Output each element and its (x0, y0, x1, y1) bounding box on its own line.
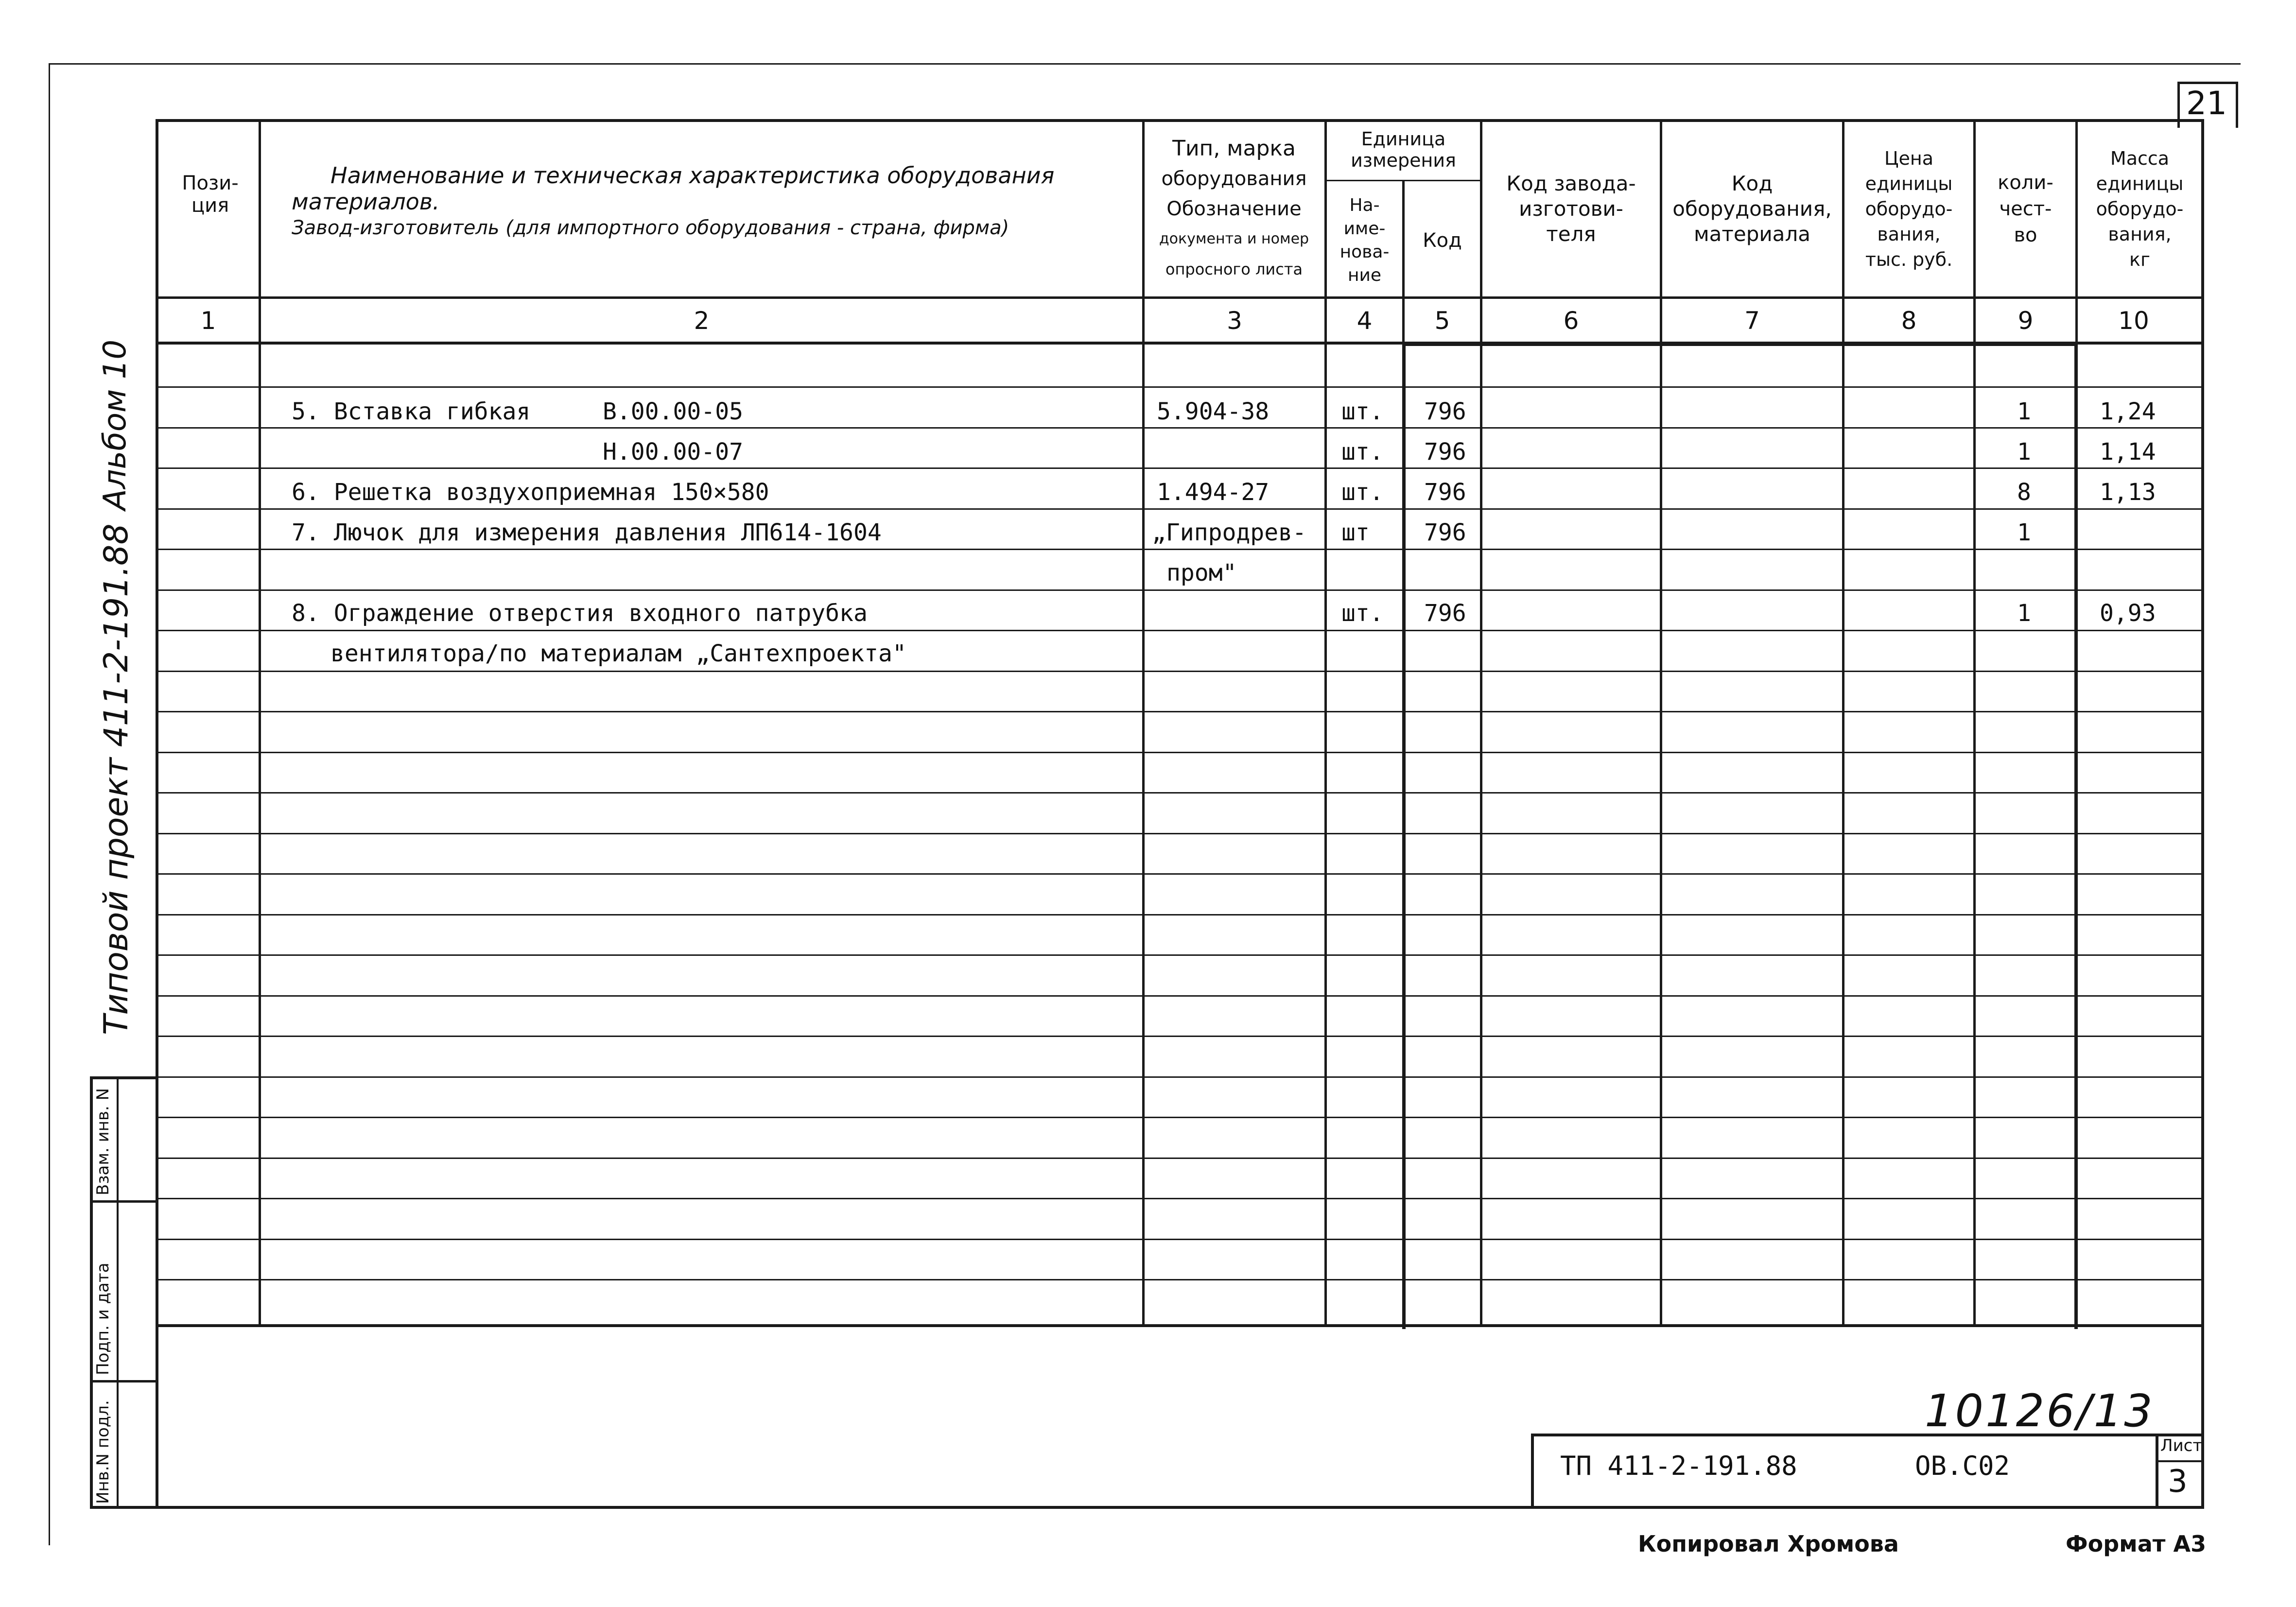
row2-unit: шт. (1341, 438, 1384, 466)
col-line-1 (259, 119, 261, 1324)
row-line (156, 1198, 2204, 1199)
row-line (156, 427, 2204, 429)
side-stamp-sep-1 (90, 1200, 158, 1203)
col-num-7: 7 (1744, 307, 1760, 335)
row-line (156, 1117, 2204, 1118)
header-quantity: коли- чест- во (1998, 172, 2053, 246)
stamp-field-sign: Подп. и дата (93, 1262, 113, 1375)
col-num-9: 9 (2018, 307, 2034, 335)
row3-name: 6. Решетка воздухоприемная 150×580 (292, 479, 769, 506)
row-line (156, 1036, 2204, 1037)
row6-qty: 1 (2017, 600, 2031, 627)
header-equipment-code: Код оборудования, материала (1672, 172, 1832, 246)
col-num-5: 5 (1434, 307, 1450, 335)
row1-type: 5.904-38 (1157, 398, 1270, 425)
row3-code: 796 (1424, 479, 1466, 506)
header-name: Наименование и техническая характеристика оборудования материалов. Завод-изготовитель (для импортного оборудования - страна, фирма) (292, 162, 1055, 239)
col-num-4: 4 (1357, 307, 1373, 335)
footer-copied: Копировал Хромова (1638, 1531, 1899, 1557)
row2-code: 796 (1424, 438, 1466, 466)
row3-qty: 8 (2017, 479, 2031, 506)
row5-type: пром" (1166, 559, 1237, 587)
row-line (156, 995, 2204, 997)
project-label: Типовой проект 411-2-191.88 (97, 523, 136, 1035)
header-bottom-line (156, 296, 2204, 299)
col-num-10: 10 (2118, 307, 2149, 335)
row6-unit: шт. (1341, 600, 1384, 627)
corner-number: 21 (2186, 85, 2227, 122)
row2-qty: 1 (2017, 438, 2031, 466)
col-num-6: 6 (1563, 307, 1579, 335)
row-line (156, 630, 2204, 631)
row3-mass: 1,13 (2100, 479, 2156, 506)
handwritten-number: 10126/13 (1925, 1385, 2155, 1437)
table-bottom-line (156, 1324, 2204, 1327)
col-num-3: 3 (1227, 307, 1242, 335)
col-num-1: 1 (200, 307, 216, 335)
row1-code: 796 (1424, 398, 1466, 425)
row-line (156, 549, 2204, 550)
row-line (156, 833, 2204, 834)
sheet-label: Лист (2160, 1436, 2203, 1455)
row-line (156, 1076, 2204, 1078)
row4-qty: 1 (2017, 519, 2031, 546)
sheet-number: 3 (2168, 1464, 2188, 1500)
row3-type: 1.494-27 (1157, 479, 1270, 506)
row4-code: 796 (1424, 519, 1466, 546)
stamp-field-replace: Взам. инв. N (93, 1088, 113, 1195)
header-unit-name: На- име- нова- ние (1339, 195, 1390, 285)
row2-mass: 1,14 (2100, 438, 2156, 466)
row1-mass: 1,24 (2100, 398, 2156, 425)
code-column-box (1402, 343, 2078, 1329)
row1-unit: шт. (1341, 398, 1384, 425)
row-line (156, 792, 2204, 794)
row-line (156, 386, 2204, 388)
row-line (156, 589, 2204, 591)
row-line (156, 467, 2204, 469)
row-line (156, 508, 2204, 510)
header-unit-price: Цена единицы оборудо- вания, тыс. руб. (1865, 148, 1953, 270)
row-line (156, 914, 2204, 916)
stamp-field-inv: Инв.N подл. (93, 1400, 113, 1504)
row-line (156, 752, 2204, 753)
row4-type: „Гипродрев- (1152, 519, 1306, 546)
col-line-2 (1142, 119, 1145, 1324)
row6-mass: 0,93 (2100, 600, 2156, 627)
row3-unit: шт. (1341, 479, 1384, 506)
header-unit-code: Код (1423, 229, 1462, 252)
left-guide-line (49, 63, 50, 1545)
row-line (156, 873, 2204, 875)
sheet-box-divider (2156, 1460, 2204, 1462)
row1-qty: 1 (2017, 398, 2031, 425)
row-line (156, 1158, 2204, 1159)
header-unit-group: Единица измерения (1351, 128, 1456, 171)
header-type: Тип, марка оборудования Обозначение документа и номер опросного листа (1159, 136, 1309, 278)
row-line (156, 671, 2204, 672)
row-line (156, 711, 2204, 712)
row-line (156, 954, 2204, 956)
side-stamp-sep-2 (90, 1380, 158, 1382)
col-num-8: 8 (1901, 307, 1917, 335)
col-num-2: 2 (694, 307, 710, 335)
row4-name: 7. Лючок для измерения давления ЛП614-1604 (292, 519, 882, 546)
header-position: Пози- ция (182, 172, 239, 217)
row7-name: вентилятора/по материалам „Сантехпроекта" (330, 640, 906, 667)
col-line-3 (1324, 119, 1327, 1324)
row2-mark: Н.00.00-07 (603, 438, 743, 466)
doc-mark: ОВ.С02 (1915, 1451, 2010, 1481)
header-factory-code: Код завода- изготови- теля (1506, 172, 1636, 246)
footer-format: Формат А3 (2066, 1531, 2207, 1557)
row1-mark: В.00.00-05 (603, 398, 743, 425)
side-stamp-divider (117, 1076, 119, 1509)
row4-unit: шт (1341, 519, 1370, 546)
row-line (156, 1239, 2204, 1240)
top-guide-line (49, 63, 2241, 65)
row6-name: 8. Ограждение отверстия входного патрубка (292, 600, 868, 627)
header-mass: Масса единицы оборудо- вания, кг (2096, 148, 2184, 270)
album-label: Альбом 10 (97, 339, 133, 510)
row1-name: 5. Вставка гибкая (292, 398, 531, 425)
row-line (156, 1279, 2204, 1280)
row6-code: 796 (1424, 600, 1466, 627)
doc-code: ТП 411-2-191.88 (1560, 1451, 1797, 1481)
